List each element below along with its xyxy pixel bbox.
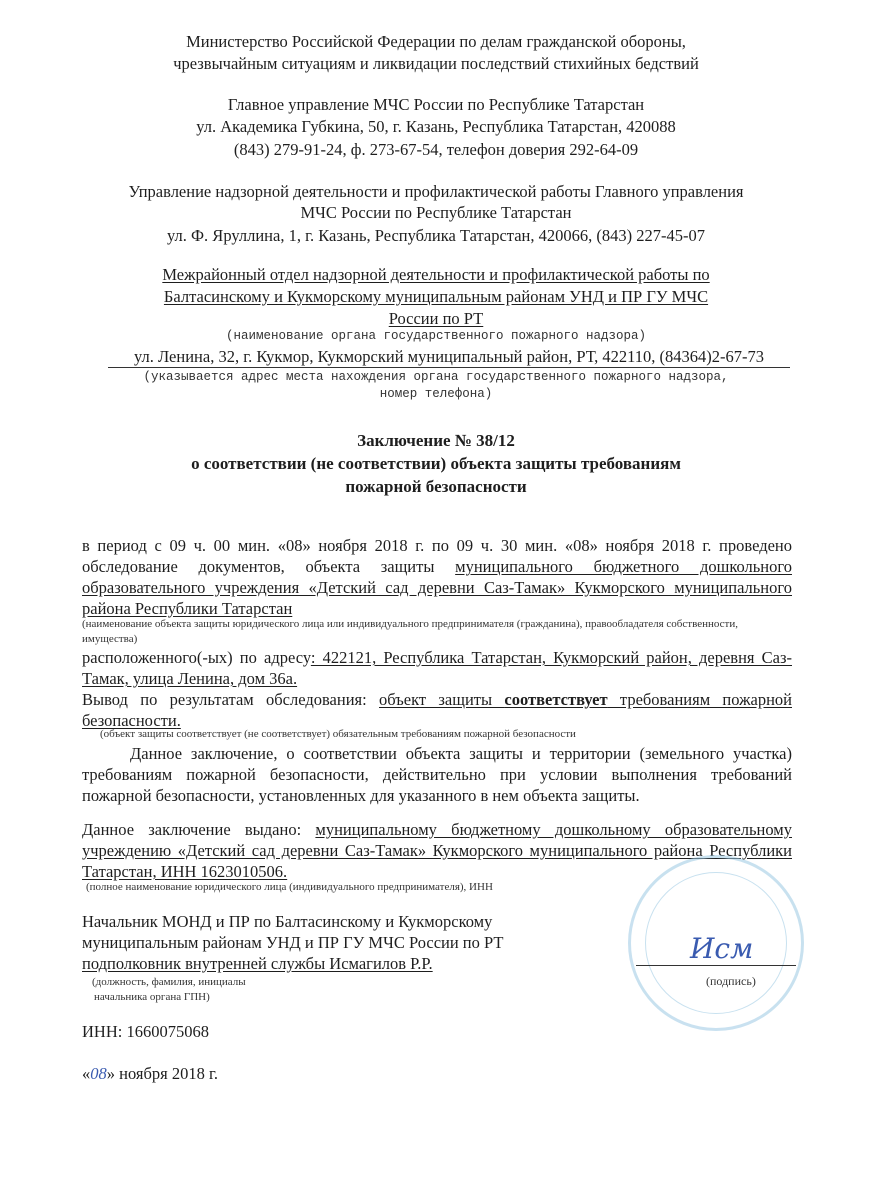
directorate-phones: (843) 279-91-24, ф. 273-67-54, телефон доверия 292-64-09 (233, 140, 639, 159)
department-name: Межрайонный отдел надзорной деятельности и профилактической работы по (162, 265, 710, 284)
conclusion-caption: (объект защиты соответствует (не соответствует) обязательным требованиям пожарной безопасности (100, 728, 576, 740)
signatory-block (82, 911, 792, 974)
supervision-name: Управление надзорной деятельности и профилактической работы Главного управления (128, 182, 744, 201)
issued-caption: (полное наименование юридического лица (индивидуального предпринимателя), ИНН (86, 881, 493, 893)
address-caption: (указывается адрес места нахождения органа государственного пожарного надзора, (143, 370, 729, 384)
title-number: Заключение № 38/12 (357, 431, 515, 450)
signatory-name: подполковник внутренней службы Исмагилов Р.Р. (82, 954, 433, 973)
department-caption: (наименование органа государственного пожарного надзора) (225, 329, 647, 343)
address-label: расположенного(-ых) по адресу (82, 648, 311, 667)
title-subject: пожарной безопасности (345, 477, 527, 496)
object-caption: (наименование объекта защиты юридического лица или индивидуального предпринимателя (гражданина), правообладателя собственности, имущества) (82, 618, 738, 645)
caption-line: начальника органа ГПН) (94, 991, 210, 1003)
directorate-address: ул. Академика Губкина, 50, г. Казань, Республика Татарстан, 420088 (196, 117, 676, 136)
supervision-name: МЧС России по Республике Татарстан (300, 203, 572, 222)
signatory-position: Начальник МОНД и ПР по Балтасинскому и Кукморскому (82, 912, 493, 931)
conclusion-text: требованиям пожарной безопасности (82, 690, 792, 730)
object-name: муниципального бюджетного дошкольного образовательного учреждения «Детский сад деревни Саз-Тамак» Кукморского муниципального района Республики Татарстан (82, 557, 792, 618)
address-caption: номер телефона) (379, 387, 493, 401)
inspection-period: в период с 09 ч. 00 мин. «08» ноября 2018 г. по 09 ч. 30 мин. «08» ноября 2018 г. проведено обследование документов, объекта защиты (82, 536, 792, 576)
department-inn: ИНН: 1660075068 (82, 1022, 209, 1041)
ministry-line: Министерство Российской Федерации по делам гражданской обороны, (186, 32, 686, 51)
conclusion-verdict: соответствует (504, 690, 608, 709)
issue-date (82, 1063, 792, 1084)
supervision-address: ул. Ф. Яруллина, 1, г. Казань, Республика Татарстан, 420066, (843) 227-45-07 (167, 226, 705, 245)
signatory-position: муниципальным районам УНД и ПР ГУ МЧС России по РТ (82, 933, 504, 952)
date-day: 08 (90, 1064, 107, 1083)
date-quote: « (82, 1064, 91, 1083)
conclusion-paragraph: Вывод по результатам обследования: объект защиты соответствует требованиям пожарной безопасности. (82, 690, 792, 730)
address-paragraph (82, 647, 792, 689)
ministry-line: чрезвычайным ситуациям и ликвидации последствий стихийных бедствий (173, 54, 699, 73)
validity-paragraph: Данное заключение, о соответствии объекта защиты и территории (земельного участка) требованиям пожарной безопасности, действительно при условии выполнения требований пожарной безопасности, установленных для указанного в нем объекта защиты. (82, 744, 792, 805)
title-subject: о соответствии (не соответствии) объекта защиты требованиям (191, 454, 681, 473)
date-rest: » ноября 2018 г. (106, 1064, 218, 1083)
caption-line: (должность, фамилия, инициалы (92, 976, 246, 988)
issued-label: Данное заключение выдано: (82, 820, 316, 839)
directorate-name: Главное управление МЧС России по Республике Татарстан (227, 95, 645, 114)
signature-caption: (подпись) (706, 974, 756, 988)
issued-to: муниципальному бюджетному дошкольному образовательному учреждению «Детский сад деревни Саз-Тамак» Кукморского муниципального района Республики Татарстан, ИНН 1623010506. (82, 820, 792, 881)
address-value: : 422121, Республика Татарстан, Кукморский район, деревня Саз-Тамак, улица Ленина, дом 36а. (82, 648, 792, 688)
signatory-caption (92, 975, 802, 1005)
conclusion-label: Вывод по результатам обследования: (82, 690, 380, 709)
signature: Исм (690, 932, 754, 965)
department-address: ул. Ленина, 32, г. Кукмор, Кукморский муниципальный район, РТ, 422110, (84364)2-67-73 (108, 346, 790, 368)
department-name: Балтасинскому и Кукморскому муниципальным районам УНД и ПР ГУ МЧС (163, 287, 709, 306)
conclusion-text: объект защиты (379, 690, 505, 709)
department-name: России по РТ (388, 309, 484, 328)
inspection-paragraph (82, 535, 792, 619)
